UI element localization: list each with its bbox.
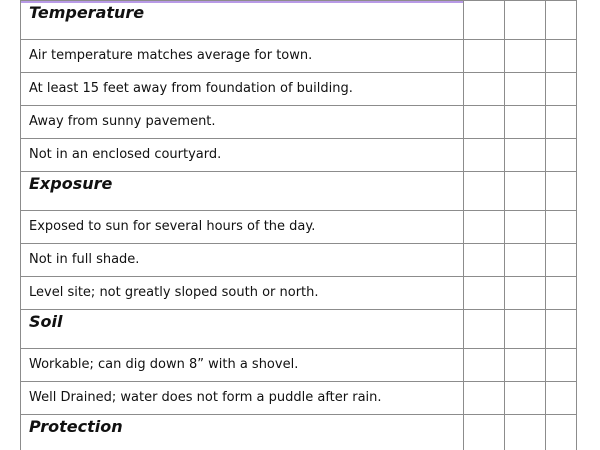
section-header-cell bbox=[21, 172, 464, 211]
check-cell[interactable] bbox=[464, 73, 505, 106]
section-title-protection: Protection bbox=[29, 417, 123, 436]
check-cell[interactable] bbox=[546, 244, 577, 277]
check-cell[interactable] bbox=[546, 106, 577, 139]
section-row-temperature bbox=[21, 1, 577, 40]
check-cell[interactable] bbox=[505, 73, 546, 106]
item-text: Exposed to sun for several hours of the day. bbox=[29, 219, 316, 234]
check-cell[interactable] bbox=[464, 40, 505, 73]
check-cell[interactable] bbox=[464, 211, 505, 244]
item-cell bbox=[21, 349, 464, 382]
section-row-soil bbox=[21, 310, 577, 349]
site-checklist-table bbox=[20, 0, 577, 450]
section-title-soil: Soil bbox=[29, 312, 63, 331]
item-text: Away from sunny pavement. bbox=[29, 114, 216, 129]
check-cell[interactable] bbox=[546, 211, 577, 244]
item-text: Not in full shade. bbox=[29, 252, 140, 267]
item-cell bbox=[21, 382, 464, 415]
check-cell[interactable] bbox=[464, 277, 505, 310]
checklist-row bbox=[21, 106, 577, 139]
item-cell bbox=[21, 73, 464, 106]
check-cell[interactable] bbox=[464, 172, 505, 211]
section-header-cell bbox=[21, 415, 464, 450]
check-cell[interactable] bbox=[464, 349, 505, 382]
checklist-row bbox=[21, 382, 577, 415]
section-header-cell bbox=[21, 1, 464, 40]
checklist-row bbox=[21, 349, 577, 382]
item-text: At least 15 feet away from foundation of building. bbox=[29, 81, 353, 96]
section-title-temperature: Temperature bbox=[29, 3, 145, 22]
section-row-exposure bbox=[21, 172, 577, 211]
item-cell bbox=[21, 106, 464, 139]
check-cell[interactable] bbox=[464, 415, 505, 450]
check-cell[interactable] bbox=[546, 415, 577, 450]
check-cell[interactable] bbox=[546, 382, 577, 415]
check-cell[interactable] bbox=[546, 73, 577, 106]
item-cell bbox=[21, 40, 464, 73]
checklist-row bbox=[21, 40, 577, 73]
section-title-exposure: Exposure bbox=[29, 174, 113, 193]
check-cell[interactable] bbox=[464, 1, 505, 40]
check-cell[interactable] bbox=[505, 382, 546, 415]
check-cell[interactable] bbox=[546, 310, 577, 349]
check-cell[interactable] bbox=[546, 1, 577, 40]
check-cell[interactable] bbox=[505, 244, 546, 277]
item-cell bbox=[21, 139, 464, 172]
item-text: Workable; can dig down 8” with a shovel. bbox=[29, 357, 299, 372]
check-cell[interactable] bbox=[505, 277, 546, 310]
item-text: Not in an enclosed courtyard. bbox=[29, 147, 222, 162]
check-cell[interactable] bbox=[546, 349, 577, 382]
checklist-row bbox=[21, 73, 577, 106]
item-cell bbox=[21, 244, 464, 277]
check-cell[interactable] bbox=[546, 172, 577, 211]
check-cell[interactable] bbox=[546, 277, 577, 310]
check-cell[interactable] bbox=[464, 106, 505, 139]
check-cell[interactable] bbox=[505, 415, 546, 450]
check-cell[interactable] bbox=[546, 40, 577, 73]
check-cell[interactable] bbox=[464, 244, 505, 277]
check-cell[interactable] bbox=[464, 382, 505, 415]
check-cell[interactable] bbox=[464, 139, 505, 172]
item-text: Level site; not greatly sloped south or north. bbox=[29, 285, 319, 300]
item-cell bbox=[21, 277, 464, 310]
check-cell[interactable] bbox=[505, 172, 546, 211]
check-cell[interactable] bbox=[505, 349, 546, 382]
check-cell[interactable] bbox=[505, 40, 546, 73]
check-cell[interactable] bbox=[464, 310, 505, 349]
checklist-row bbox=[21, 211, 577, 244]
check-cell[interactable] bbox=[546, 139, 577, 172]
item-text: Air temperature matches average for town. bbox=[29, 48, 313, 63]
item-text: Well Drained; water does not form a puddle after rain. bbox=[29, 390, 382, 405]
checklist-row bbox=[21, 244, 577, 277]
check-cell[interactable] bbox=[505, 211, 546, 244]
item-cell bbox=[21, 211, 464, 244]
section-header-cell bbox=[21, 310, 464, 349]
checklist-row bbox=[21, 139, 577, 172]
section-row-protection bbox=[21, 415, 577, 450]
check-cell[interactable] bbox=[505, 1, 546, 40]
check-cell[interactable] bbox=[505, 106, 546, 139]
checklist-row bbox=[21, 277, 577, 310]
check-cell[interactable] bbox=[505, 310, 546, 349]
check-cell[interactable] bbox=[505, 139, 546, 172]
